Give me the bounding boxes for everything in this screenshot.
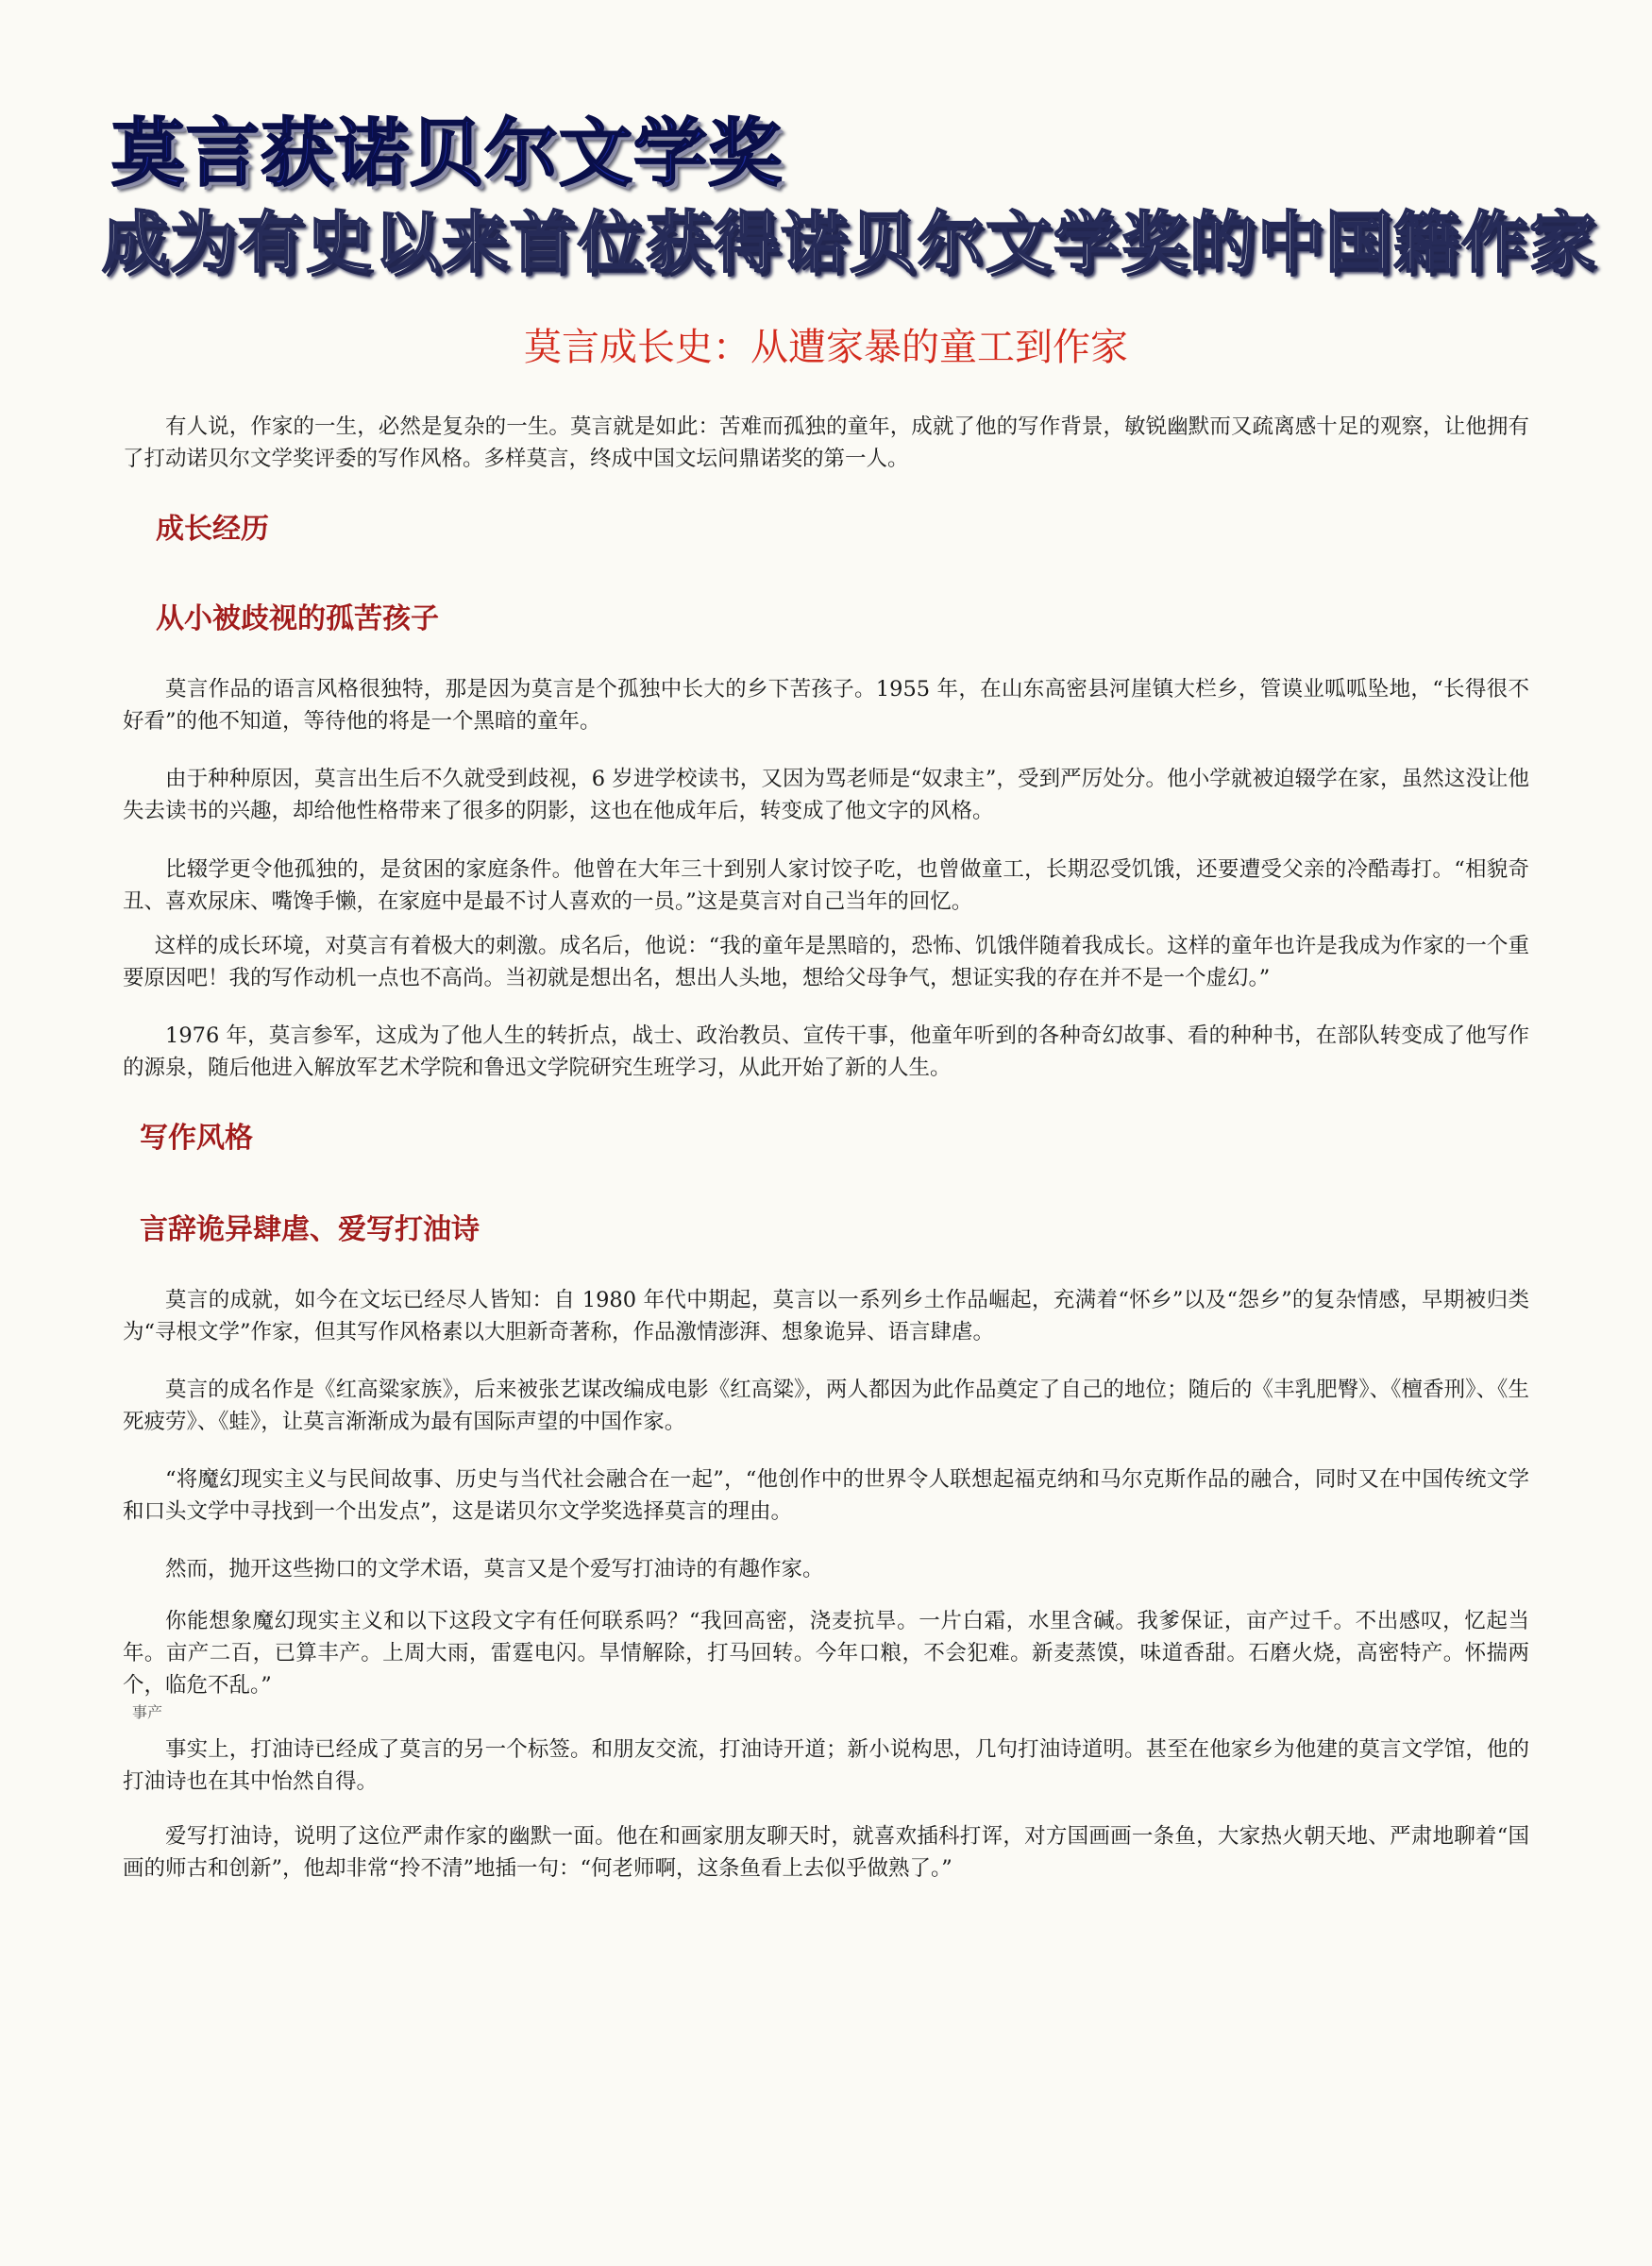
- article-subtitle: 莫言成长史：从遭家暴的童工到作家: [524, 326, 1128, 369]
- paragraph-style-4: 然而，抛开这些拗口的文学术语，莫言又是个爱写打油诗的有趣作家。: [165, 1557, 824, 1581]
- section-heading-growth: 成长经历: [156, 513, 269, 546]
- paragraph-growth-1: 莫言作品的语言风格很独特，那是因为莫言是个孤独中长大的乡下苦孩子。1955 年，在山东高密县河崖镇大栏乡，管谟业呱呱坠地，“长得很不好看”的他不知道，等待他的将是一个黑暗的童年。: [123, 677, 1529, 734]
- section-subheading-growth: 从小被歧视的孤苦孩子: [156, 602, 439, 635]
- paragraph-style-7: 爱写打油诗，说明了这位严肃作家的幽默一面。他在和画家朋友聊天时，就喜欢插科打诨，对方国画画一条鱼，大家热火朝天地、严肃地聊着“国画的师古和创新”，他却非常“拎不清”地插一句：“何老师啊，这条鱼看上去似乎做熟了。”: [123, 1824, 1529, 1881]
- paragraph-style-3: “将魔幻现实主义与民间故事、历史与当代社会融合在一起”，“他创作中的世界令人联想起福克纳和马尔克斯作品的融合，同时又在中国传统文学和口头文学中寻找到一个出发点”，这是诺贝尔文学奖选择莫言的理由。: [123, 1467, 1529, 1524]
- paragraph-growth-3: 比辍学更令他孤独的，是贫困的家庭条件。他曾在大年三十到别人家讨饺子吃，也曾做童工，长期忍受饥饿，还要遭受父亲的冷酷毒打。“相貌奇丑、喜欢尿床、嘴馋手懒，在家庭中是最不讨人喜欢的一员。”这是莫言对自己当年的回忆。: [123, 857, 1529, 914]
- paragraph-style-1: 莫言的成就，如今在文坛已经尽人皆知：自 1980 年代中期起，莫言以一系列乡土作品崛起，充满着“怀乡”以及“怨乡”的复杂情感，早期被归类为“寻根文学”作家，但其写作风格素以大胆新奇著称，作品激情澎湃、想象诡异、语言肆虐。: [123, 1288, 1529, 1344]
- paragraph-growth-4: 这样的成长环境，对莫言有着极大的刺激。成名后，他说：“我的童年是黑暗的，恐怖、饥饿伴随着我成长。这样的童年也许是我成为作家的一个重要原因吧！我的写作动机一点也不高尚。当初就是想出名，想出人头地，想给父母争气，想证实我的存在并不是一个虚幻。”: [123, 934, 1529, 990]
- paragraph-style-5: 你能想象魔幻现实主义和以下这段文字有任何联系吗？“我回高密，浇麦抗旱。一片白霜，水里含碱。我爹保证，亩产过千。不出感叹，忆起当年。亩产二百，已算丰产。上周大雨，雷霆电闪。旱情解除，打马回转。今年口粮，不会犯难。新麦蒸馍，味道香甜。石磨火烧，高密特产。怀揣两个，临危不乱。”: [123, 1609, 1529, 1698]
- intro-paragraph: 有人说，作家的一生，必然是复杂的一生。莫言就是如此：苦难而孤独的童年，成就了他的写作背景，敏锐幽默而又疏离感十足的观察，让他拥有了打动诺贝尔文学奖评委的写作风格。多样莫言，终成中国文坛问鼎诺奖的第一人。: [123, 414, 1529, 471]
- paragraph-style-2: 莫言的成名作是《红高粱家族》，后来被张艺谋改编成电影《红高粱》，两人都因为此作品奠定了自己的地位；随后的《丰乳肥臀》、《檀香刑》、《生死疲劳》、《蛙》，让莫言渐渐成为最有国际声望的中国作家。: [123, 1378, 1529, 1434]
- paragraph-growth-5: 1976 年，莫言参军，这成为了他人生的转折点，战士、政治教员、宣传干事，他童年听到的各种奇幻故事、看的种种书，在部队转变成了他写作的源泉，随后他进入解放军艺术学院和鲁迅文学院研究生班学习，从此开始了新的人生。: [123, 1023, 1529, 1080]
- section-heading-style: 写作风格: [140, 1122, 253, 1155]
- paragraph-growth-2: 由于种种原因，莫言出生后不久就受到歧视，6 岁进学校读书，又因为骂老师是“奴隶主”，受到严厉处分。他小学就被迫辍学在家，虽然这没让他失去读书的兴趣，却给他性格带来了很多的阴影，这也在他成年后，转变成了他文字的风格。: [123, 767, 1529, 823]
- headline-title: 莫言获诺贝尔文学奖: [111, 111, 784, 196]
- section-subheading-style: 言辞诡异肆虐、爱写打油诗: [140, 1213, 480, 1246]
- stray-fragment: 事产: [132, 1703, 163, 1721]
- headline-subtitle: 成为有史以来首位获得诺贝尔文学奖的中国籍作家: [102, 204, 1597, 281]
- paragraph-style-6: 事实上，打油诗已经成了莫言的另一个标签。和朋友交流，打油诗开道；新小说构思，几句打油诗道明。甚至在他家乡为他建的莫言文学馆，他的打油诗也在其中怡然自得。: [123, 1737, 1529, 1794]
